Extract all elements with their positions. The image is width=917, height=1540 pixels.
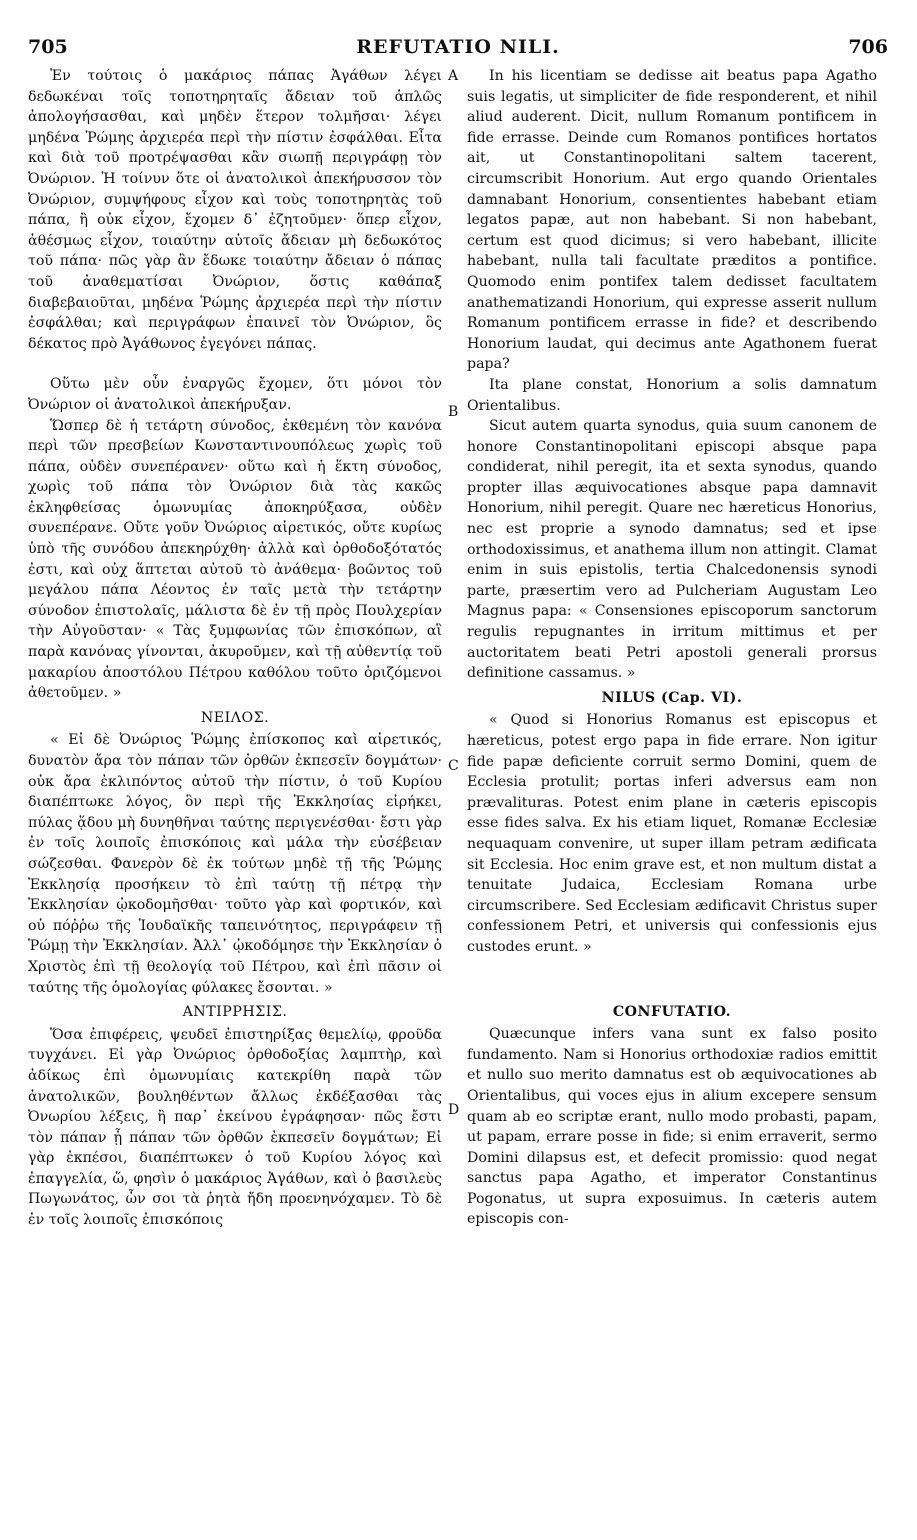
greek-paragraph-5: Ὅσα ἐπιφέρεις, ψευδεῖ ἐπιστηρίξας θεμελίῳ, φροῦδα τυγχάνει. Εἰ γὰρ Ὀνώριος ὀρθοδοξίας λαμπτὴρ, καὶ ἀδίκως ἐπὶ ὁμωνυμίαις κατεκρίθη παρὰ τῶν ἀνατολικῶν, βουληθέντων ἄλλως ἐκδέξασθαι τὰς Ὀνωρίου λέξεις, ἢ παρ᾽ ἐκείνου ἐγράφησαν· πῶς ἔστι τὸν πάπαν ᾗ πάπαν τῶν ὀρθῶν ἐκπεσεῖν δογμάτων; Εἰ γὰρ ἐκπέσοι, διαπέπτωκεν ὁ τοῦ Κυρίου λόγος καὶ ἐπαγγελία, ὥ, φησὶν ὁ μακάριος Ἀγάθων, καὶ ὁ βασιλεὺς Πωγωνάτος, ὧν σοι τὰ ῥητὰ ἤδη προενηνόχαμεν. Τὸ δὲ ἐν τοῖς λοιποῖς ἐπισκόποις: [28, 1026, 442, 1229]
latin-paragraph-3: Sicut autem quarta synodus, quia suum canonem de honore Constantinopolitani episcopi absque papa condiderat, nihil peregit, ita et sexta synodus, quando propter illas æquivocationes absque papa damnavit Honorium, nihil peregit. Quare nec hæreticus Honorius, nec est proprie a synodo damnatus; sed et ipse orthodoxissimus, et anathema illum non attingit. Clamat enim in suis epistolis, tertia Chalcedonensis synodi parte, præsertim vero ad Pulcheriam Augustam Leo Magnus papa: « Consensiones episcoporum sanctorum regulis repugnantes in irritum mittimus et per auctoritatem beati Petri apostoli generali prorsus definitione cassamus. »: [467, 418, 877, 682]
margin-letter-c: C: [448, 758, 459, 774]
latin-paragraph-1: In his licentiam se dedisse ait beatus papa Agatho suis legatis, ut simpliciter de fide responderent, et nihil aliud auderent. Dicit, nullum Romanum pontificem in fide errasse. Deinde cum Romanos pontifices hortatos ait, ut Constantinopolitani saltem tacerent, circumscribit Honorium. Aut ergo quando Orientales damnabant Honorium, consentientes habebant etiam legatos papæ, aut non habebant. Si non habebant, certum est quod dicimus; si vero habebant, illicite habebant, nulla tali facultate præditos a pontifice. Quomodo enim pontifex talem dedisset facultatem anathematizandi Honorium, qui expresse asserit nullum Romanum pontificem errasse in fide? et describendo Honorium laudat, qui decimus ante Agathonem fuerat papa?: [467, 68, 877, 373]
latin-paragraph-2: Ita plane constat, Honorium a solis damnatum Orientalibus.: [467, 376, 877, 414]
greek-paragraph-3: Ὥσπερ δὲ ἡ τετάρτη σύνοδος, ἐκθεμένη τὸν κανόνα περὶ τῶν πρεσβείων Κωνσταντινουπόλεως χωρὶς τοῦ πάπα, οὐδὲν συνεπέρανεν· οὕτω καὶ ἡ ἕκτη σύνοδος, χωρὶς τοῦ πάπα τὸν Ὀνώριον διὰ τὰς κακῶς ἐκληφθείσας ὁμωνυμίας ἀποκηρύξασα, οὐδὲν συνεπέρανε. Οὔτε γοῦν Ὀνώριος αἱρετικός, οὔτε κυρίως ὑπὸ τῆς συνόδου ἀπεκηρύχθη· ἀλλὰ καὶ ὀρθοδοξότατός ἐστι, καὶ οὐχ ἅπτεται αὐτοῦ τὸ ἀνάθεμα· βοῶντος τοῦ μεγάλου πάπα Λέοντος ἐν ταῖς μετὰ τὴν τετάρτην σύνοδον ἐπιστολαῖς, μάλιστα δὲ ἐν τῇ πρὸς Πουλχερίαν τὴν Αὐγοῦσταν· « Τὰς ξυμφωνίας τῶν ἐπισκόπων, αἳ παρὰ κανόνας γίνονται, ἀκυροῦμεν, καὶ τῇ αὐθεντίᾳ τοῦ μακαρίου ἀποστόλου Πέτρου καθόλου τοῦτο ὁριζόμενοι ἀθετοῦμεν. »: [28, 417, 442, 702]
greek-column: [28, 66, 442, 1231]
greek-paragraph-2: Οὕτω μὲν οὖν ἐναργῶς ἔχομεν, ὅτι μόνοι τὸν Ὀνώριον οἱ ἀνατολικοὶ ἀπεκήρυξαν.: [28, 376, 442, 413]
latin-paragraph-5: Quæcunque infers vana sunt ex falso posito fundamento. Nam si Honorius orthodoxiæ radios emittit et nullo suo merito damnatus est ob æquivocationes ab Orientalibus, qui voces ejus in alium excepere sensum quam ab eo scriptæ erant, nullo modo probasti, papam, ut papam, errare posse in fide; si enim erraverit, sermo Domini dilapsus est, et defecit promissio: quod negat sanctus papa Agatho, et imperator Constantinus Pogonatus, ut supra exposuimus. In cæteris autem episcopis con-: [467, 1026, 877, 1228]
page-number-left: 705: [28, 36, 68, 58]
running-header: [28, 36, 888, 64]
page-number-right: 706: [848, 36, 888, 58]
latin-column: [467, 66, 877, 1230]
margin-letter-a: A: [448, 68, 459, 84]
margin-letter-b: B: [448, 404, 459, 420]
margin-letter-d: D: [448, 1102, 460, 1118]
running-title: REFUTATIO NILI.: [356, 36, 560, 58]
greek-paragraph-1: Ἐν τούτοις ὁ μακάριος πάπας Ἀγάθων λέγει δεδωκέναι τοῖς τοποτηρηταῖς ἄδειαν τοῦ ἁπλῶς ἀπολογήσασθαι, καὶ μηδὲν ἕτερον τολμῆσαι· λέγει μηδένα Ῥώμης ἀρχιερέα περὶ τὴν πίστιν ἐσφάλθαι. Εἶτα καὶ διὰ τοῦ προτρέψασθαι κἂν σιωπῇ περιγράφῃ τὸν Ὀνώριον. Ἡ τοίνυν ὅτε οἱ ἀνατολικοὶ ἀπεκήρυσσον τὸν Ὀνώριον, συμψήφους εἶχον καὶ τοὺς τοποτηρητὰς τοῦ πάπα, ἢ οὐκ εἶχον, ἔχομεν δ᾽ ἐζητοῦμεν· ὅπερ εἶχον, ἀθέσμως εἶχον, τοιαύτην αὐτοῖς ἄδειαν μὴ δεδωκότος τοῦ πάπα· πῶς γὰρ ἂν ἔδωκε τοιαύτην ἄδειαν ὁ πάπας τοῦ ἀναθεματίσαι Ὀνώριον, ὅστις καθάπαξ διαβεβαιοῦται, μηδένα Ῥώμης ἀρχιερέα περὶ τὴν πίστιν ἐσφάλθαι; καὶ περιγράφων ἐπαινεῖ τὸν Ὀνώριον, ὃς δέκατος πρὸ Ἀγάθωνος ἐγεγόνει πάπας.: [28, 68, 442, 352]
latin-heading-confutatio: CONFUTATIO.: [612, 1003, 732, 1020]
greek-heading-neilos: ΝΕΙΛΟΣ.: [200, 709, 270, 726]
greek-heading-antirrhesis: ΑΝΤΙΡΡΗΣΙΣ.: [182, 1004, 288, 1021]
greek-paragraph-4: « Εἰ δὲ Ὀνώριος Ῥώμης ἐπίσκοπος καὶ αἱρετικός, δυνατὸν ἄρα τὸν πάπαν τῶν ὀρθῶν ἐκπεσεῖν δογμάτων· οὐκ ἄρα ἐκλιπόντος αὐτοῦ τὴν πίστιν, ὁ τοῦ Κυρίου διαπέπτωκε λόγος, ὃν περὶ τῆς Ἐκκλησίας εἰρήκει, πύλας ᾅδου μὴ δυνηθῆναι ταύτης περιγενέσθαι· ἔστι γὰρ ἐν τοῖς λοιποῖς ἐπισκόποις καὶ μάλα τὴν εὐσέβειαν σώζεσθαι. Φανερὸν δὲ ἐκ τούτων μηδὲ τῇ τῆς Ῥώμης Ἐκκλησίᾳ προσήκειν τὸ ἐπὶ ταύτῃ τῇ πέτρᾳ τὴν Ἐκκλησίαν ᾠκοδομῆσθαι· τοῦτο γὰρ καὶ φορτικόν, καὶ οὐ πόῤῥω τῆς Ἰουδαϊκῆς ταπεινότητος, περιγράφειν τῇ Ῥώμῃ τὴν Ἐκκλησίαν. Ἀλλ᾽ ᾠκοδόμησε τὴν Ἐκκλησίαν ὁ Χριστὸς ἐπὶ τῇ θεολογίᾳ τοῦ Πέτρου, καὶ ἐπὶ πᾶσιν οἱ ταύτης τῆς ὁμολογίας φύλακες ἔσονται. »: [28, 732, 442, 996]
latin-heading-nilus: NILUS (Cap. VI).: [601, 689, 743, 706]
latin-paragraph-4: « Quod si Honorius Romanus est episcopus et hæreticus, potest ergo papa in fide errare. Non igitur fide papæ deficiente corruit sermo Domini, quem de Ecclesia protulit; portas inferi adversus eam non prævalituras. Potest enim plane in cæteris episcopis esse fides salva. Ex his etiam liquet, Romanæ Ecclesiæ nequaquam convenire, ut super illam petram ædificata sit Ecclesia. Hoc enim grave est, et non multum distat a tenuitate Judaica, Ecclesiam Romana urbe circumscribere. Sed Ecclesiam ædificavit Christus super confessionem Petri, et universis qui confessionis ejus custodes erunt. »: [467, 712, 877, 955]
